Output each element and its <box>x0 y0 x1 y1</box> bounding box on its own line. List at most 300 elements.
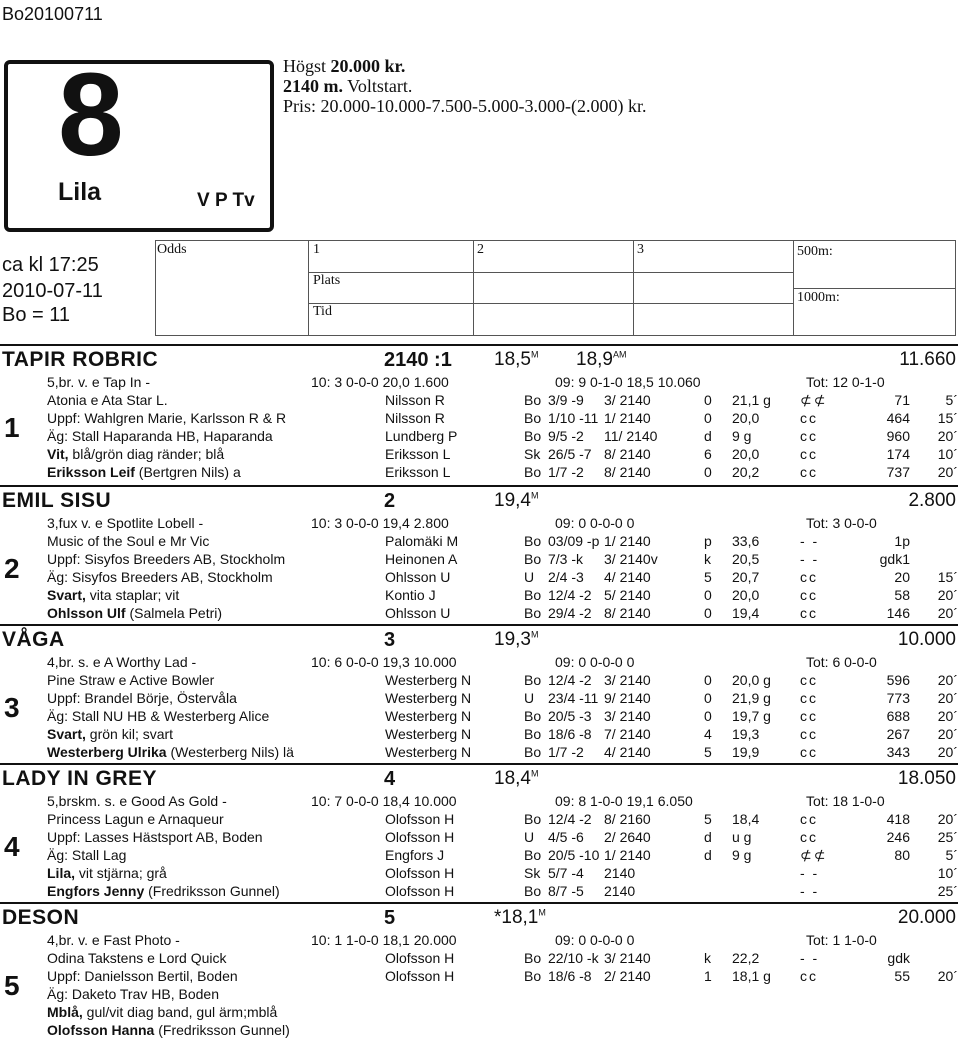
stats-cell: 10: 3 0-0-0 20,0 1.600 <box>311 374 449 390</box>
info-line <box>47 672 214 688</box>
start-odds: 146 <box>886 605 910 621</box>
start-prize: 20´ <box>937 587 958 603</box>
start-note: 0 <box>704 392 712 408</box>
horse-row <box>0 672 960 690</box>
info-line <box>47 446 224 462</box>
page-id: Bo20100711 <box>2 4 103 24</box>
start-shoes: - - <box>800 883 820 899</box>
start-track: 5 <box>384 907 396 929</box>
info-text: blå/grön diag ränder; blå <box>68 446 225 462</box>
record-1-suffix: M <box>538 907 546 918</box>
record-1 <box>494 907 546 929</box>
stats-row <box>0 793 960 811</box>
start-prize: 25´ <box>937 883 958 899</box>
info-text: Princess Lagun e Arnaqueur <box>47 811 224 827</box>
info-line <box>47 726 173 742</box>
race-time: ca kl 17:25 <box>2 254 99 276</box>
start-shoes: cc <box>800 672 818 688</box>
start-driver: Westerberg N <box>385 726 472 742</box>
info-bold: Svart, <box>47 726 86 742</box>
start-place: 3/ 2140 <box>604 708 651 724</box>
info-line <box>47 533 209 549</box>
start-time: 19,3 <box>732 726 760 742</box>
start-shoes: cc <box>800 464 818 480</box>
start-driver: Nilsson R <box>385 410 445 426</box>
start-note: d <box>704 847 712 863</box>
info-line <box>47 605 222 621</box>
record-1-suffix: M <box>530 490 539 501</box>
start-shoes: - - <box>800 950 820 966</box>
start-place: 1/ 2140 <box>604 847 651 863</box>
horse-row <box>0 392 960 410</box>
start-odds: 688 <box>886 708 910 724</box>
record-1-value: 18,5 <box>494 349 531 370</box>
start-place: 2140 <box>604 883 636 899</box>
horse-row <box>0 811 960 829</box>
start-prize: 5´ <box>945 847 958 863</box>
info-text: Uppf: Lasses Hästsport AB, Boden <box>47 829 263 845</box>
start-date: 18/6 -8 <box>548 968 592 984</box>
info-line <box>47 811 224 827</box>
start-time: 21,1 g <box>732 392 771 408</box>
horse-number: 3 <box>4 692 20 723</box>
info-text: Music of the Soul e Mr Vic <box>47 533 210 549</box>
start-track: Bo <box>524 744 542 760</box>
info-line <box>47 690 237 706</box>
stats-cell: 4,br. v. e Fast Photo - <box>47 932 180 948</box>
start-date: 1/7 -2 <box>548 744 584 760</box>
start-time: 9 g <box>732 428 752 444</box>
record-1-value: *18,1 <box>494 907 539 928</box>
start-time: 33,6 <box>732 533 760 549</box>
horse-row <box>0 950 960 968</box>
start-date: 12/4 -2 <box>548 811 592 827</box>
start-prize: 20´ <box>937 744 958 760</box>
start-note: p <box>704 533 712 549</box>
horse-earnings: 11.660 <box>899 349 956 370</box>
start-prize: 10´ <box>937 865 958 881</box>
start-note: 0 <box>704 708 712 724</box>
start-place: 8/ 2140 <box>604 464 651 480</box>
start-prize: 25´ <box>937 829 958 845</box>
start-driver: Engfors J <box>385 847 445 863</box>
start-driver: Olofsson H <box>385 829 455 845</box>
start-shoes: cc <box>800 726 818 742</box>
start-prize: 20´ <box>937 968 958 984</box>
stats-row <box>0 654 960 672</box>
horse-name: TAPIR ROBRIC <box>2 348 159 371</box>
info-bold: Lila, <box>47 865 76 881</box>
start-driver: Kontio J <box>385 587 436 603</box>
stats-cell: 10: 1 1-0-0 18,1 20.000 <box>311 932 457 948</box>
start-track: Bo <box>524 551 542 567</box>
start-place: 9/ 2140 <box>604 690 651 706</box>
info-text: Äg: Stall Lag <box>47 847 127 863</box>
start-time: 18,1 g <box>732 968 771 984</box>
info-text: (Westerberg Nils) lä <box>166 744 294 760</box>
info-line <box>47 865 167 881</box>
start-shoes: ⊄⊄ <box>800 847 828 863</box>
start-odds: 174 <box>886 446 910 462</box>
stats-cell: 09: 0 0-0-0 0 <box>555 515 635 531</box>
start-driver: Nilsson R <box>385 392 445 408</box>
start-time: 19,9 <box>732 744 760 760</box>
race-date: 2010-07-11 <box>2 280 103 302</box>
start-date: 26/5 -7 <box>548 446 592 462</box>
start-track: Bo <box>524 392 542 408</box>
start-odds: 1p <box>894 533 910 549</box>
stats-cell: 5,brskm. s. e Good As Gold - <box>47 793 227 809</box>
record-1-value: 18,4 <box>494 768 531 789</box>
start-track: Bo <box>524 587 542 603</box>
horse-row <box>0 708 960 726</box>
start-track: Bo <box>524 883 542 899</box>
start-shoes: cc <box>800 968 818 984</box>
start-odds: 71 <box>894 392 910 408</box>
stats-cell: Tot: 1 1-0-0 <box>806 932 877 948</box>
start-note: 0 <box>704 690 712 706</box>
start-date: 1/7 -2 <box>548 464 584 480</box>
info-line <box>47 968 238 984</box>
record-1-suffix: M <box>530 629 539 640</box>
start-shoes: cc <box>800 446 818 462</box>
start-note: 0 <box>704 410 712 426</box>
horse-divider <box>0 902 958 904</box>
start-track: Bo <box>524 708 542 724</box>
info-text: gul/vit diag band, gul ärm;mblå <box>82 1004 278 1020</box>
start-track: Bo <box>524 605 542 621</box>
stats-cell: 09: 9 0-1-0 18,5 10.060 <box>555 374 701 390</box>
record-1 <box>494 768 538 790</box>
start-date: 8/7 -5 <box>548 883 584 899</box>
start-place: 2140 <box>604 865 636 881</box>
start-date: 20/5 -10 <box>548 847 600 863</box>
start-shoes: cc <box>800 605 818 621</box>
horse-divider <box>0 763 958 765</box>
start-prize: 10´ <box>937 446 958 462</box>
start-track: Bo <box>524 464 542 480</box>
start-shoes: cc <box>800 428 818 444</box>
info-line <box>47 569 273 585</box>
start-note: 5 <box>704 569 712 585</box>
race-start-type: Voltstart. <box>343 76 413 96</box>
start-place: 2/ 2140 <box>604 968 651 984</box>
start-track: 4 <box>384 768 396 790</box>
start-track: U <box>524 829 535 845</box>
start-odds: 773 <box>886 690 910 706</box>
start-note: k <box>704 551 711 567</box>
tid-label: Tid <box>313 304 332 319</box>
info-line <box>47 410 286 426</box>
stats-cell: 10: 3 0-0-0 19,4 2.800 <box>311 515 449 531</box>
info-bold: Ohlsson Ulf <box>47 605 126 621</box>
start-odds: 464 <box>886 410 910 426</box>
record-1 <box>494 490 538 512</box>
start-shoes: - - <box>800 533 820 549</box>
start-date: 5/7 -4 <box>548 865 584 881</box>
start-time: 20,5 <box>732 551 760 567</box>
race-number: 8 <box>58 49 124 181</box>
start-time: 18,4 <box>732 811 760 827</box>
start-track: Bo <box>524 410 542 426</box>
info-text: (Salmela Petri) <box>125 605 223 621</box>
stats-cell: Tot: 3 0-0-0 <box>806 515 877 531</box>
start-driver: Westerberg N <box>385 708 472 724</box>
place-1-label: 1 <box>313 242 320 257</box>
start-time: 20,0 g <box>732 672 771 688</box>
race-games: V P Tv <box>197 190 255 211</box>
start-date: 3/9 -9 <box>548 392 584 408</box>
race-prize-max: 20.000 kr. <box>330 56 406 76</box>
start-time: u g <box>732 829 752 845</box>
start-note: d <box>704 428 712 444</box>
start-prize: 20´ <box>937 811 958 827</box>
horse-row <box>0 744 960 762</box>
start-track: Bo <box>524 726 542 742</box>
info-text: Äg: Stall Haparanda HB, Haparanda <box>47 428 273 444</box>
stats-cell: 09: 8 1-0-0 19,1 6.050 <box>555 793 693 809</box>
start-place: 3/ 2140v <box>604 551 658 567</box>
horse-name: VÅGA <box>2 628 65 651</box>
info-line <box>47 1022 290 1038</box>
horse-number: 4 <box>4 831 20 862</box>
start-prize: 15´ <box>937 410 958 426</box>
info-line <box>47 464 241 480</box>
m1000-label: 1000m: <box>797 290 840 305</box>
start-odds: 20 <box>894 569 910 585</box>
horse-row <box>0 847 960 865</box>
horse-row <box>0 605 960 623</box>
info-line <box>47 428 273 444</box>
start-place: 8/ 2160 <box>604 811 651 827</box>
info-text: Uppf: Sisyfos Breeders AB, Stockholm <box>47 551 286 567</box>
record-1-suffix: M <box>530 768 539 779</box>
start-driver: Ohlsson U <box>385 569 451 585</box>
place-2-label: 2 <box>477 242 484 257</box>
info-bold: Westerberg Ulrika <box>47 744 167 760</box>
info-text: Uppf: Danielsson Bertil, Boden <box>47 968 238 984</box>
start-track: Sk <box>524 446 541 462</box>
horse-row <box>0 883 960 901</box>
start-odds: 418 <box>886 811 910 827</box>
start-odds: 55 <box>894 968 910 984</box>
start-date: 23/4 -11 <box>548 690 599 706</box>
start-note: 5 <box>704 811 712 827</box>
record-1-value: 19,3 <box>494 629 531 650</box>
info-line <box>47 950 227 966</box>
start-time: 20,0 <box>732 587 760 603</box>
start-time: 19,7 g <box>732 708 771 724</box>
start-date: 12/4 -2 <box>548 672 592 688</box>
info-text: (Fredriksson Gunnel) <box>144 883 280 899</box>
stats-cell: 4,br. s. e A Worthy Lad - <box>47 654 197 670</box>
start-driver: Palomäki M <box>385 533 459 549</box>
record-1 <box>494 349 538 371</box>
start-prize: 20´ <box>937 708 958 724</box>
stats-cell: Tot: 6 0-0-0 <box>806 654 877 670</box>
info-text: Uppf: Brandel Börje, Östervåla <box>47 690 237 706</box>
info-line <box>47 847 126 863</box>
start-track: Bo <box>524 428 542 444</box>
info-text: (Fredriksson Gunnel) <box>154 1022 290 1038</box>
horse-row <box>0 968 960 986</box>
start-shoes: cc <box>800 587 818 603</box>
info-line <box>47 744 294 760</box>
start-driver: Westerberg N <box>385 690 472 706</box>
race-info <box>283 56 646 116</box>
start-track: Sk <box>524 865 541 881</box>
start-prize: 5´ <box>945 392 958 408</box>
start-prize: 20´ <box>937 726 958 742</box>
start-date: 4/5 -6 <box>548 829 584 845</box>
start-odds: 737 <box>886 464 910 480</box>
race-prizes: Pris: 20.000-10.000-7.500-5.000-3.000-(2.000) kr. <box>283 96 647 116</box>
start-note: 5 <box>704 744 712 760</box>
start-place: 1/ 2140 <box>604 410 651 426</box>
horse-number: 5 <box>4 970 20 1001</box>
start-odds: 58 <box>894 587 910 603</box>
start-place: 3/ 2140 <box>604 672 651 688</box>
horse-row <box>0 829 960 847</box>
start-place: 4/ 2140 <box>604 744 651 760</box>
start-driver: Olofsson H <box>385 968 455 984</box>
horse-divider <box>0 624 958 626</box>
start-shoes: cc <box>800 569 818 585</box>
info-text: Odina Takstens e Lord Quick <box>47 950 227 966</box>
start-driver: Eriksson L <box>385 446 451 462</box>
horse-name: EMIL SISU <box>2 489 112 512</box>
start-prize: 20´ <box>937 464 958 480</box>
start-place: 4/ 2140 <box>604 569 651 585</box>
place-3-label: 3 <box>637 242 644 257</box>
start-prize: 20´ <box>937 690 958 706</box>
start-place: 8/ 2140 <box>604 605 651 621</box>
start-place: 11/ 2140 <box>604 428 658 444</box>
start-track: Bo <box>524 847 542 863</box>
start-time: 20,0 <box>732 446 760 462</box>
horse-earnings: 20.000 <box>897 907 956 928</box>
horse-row <box>0 464 960 482</box>
start-note: 0 <box>704 587 712 603</box>
info-text: Äg: Daketo Trav HB, Boden <box>47 986 219 1002</box>
info-text: vita staplar; vit <box>85 587 180 603</box>
start-note: 1 <box>704 968 712 984</box>
stats-row <box>0 932 960 950</box>
start-track: 2140 :1 <box>384 349 452 371</box>
stats-row <box>0 515 960 533</box>
race-track: Bo = 11 <box>2 304 71 326</box>
start-place: 8/ 2140 <box>604 446 651 462</box>
info-bold: Olofsson Hanna <box>47 1022 155 1038</box>
info-bold: Mblå, <box>47 1004 83 1020</box>
start-time: 21,9 g <box>732 690 771 706</box>
start-prize: 20´ <box>937 428 958 444</box>
start-date: 7/3 -k <box>548 551 584 567</box>
start-odds: 246 <box>886 829 910 845</box>
horse-row <box>0 587 960 605</box>
horse-number: 1 <box>4 412 20 443</box>
odds-label: Odds <box>157 242 187 257</box>
start-driver: Olofsson H <box>385 950 455 966</box>
horse-row <box>0 410 960 428</box>
horse-earnings: 18.050 <box>897 768 956 789</box>
start-place: 7/ 2140 <box>604 726 651 742</box>
start-odds: 267 <box>886 726 910 742</box>
horse-divider <box>0 485 958 487</box>
horse-row <box>0 428 960 446</box>
start-time: 19,4 <box>732 605 760 621</box>
start-prize: 20´ <box>937 672 958 688</box>
start-place: 1/ 2140 <box>604 533 651 549</box>
start-driver: Olofsson H <box>385 811 455 827</box>
horse-row <box>0 986 960 1004</box>
info-line <box>47 883 280 899</box>
start-shoes: - - <box>800 865 820 881</box>
start-note: 4 <box>704 726 712 742</box>
start-prize: 15´ <box>937 569 958 585</box>
info-text: grön kil; svart <box>85 726 174 742</box>
start-shoes: cc <box>800 744 818 760</box>
info-text: Äg: Sisyfos Breeders AB, Stockholm <box>47 569 273 585</box>
start-driver: Westerberg N <box>385 744 472 760</box>
horse-row <box>0 1022 960 1040</box>
horse-row <box>0 865 960 883</box>
start-shoes: cc <box>800 708 818 724</box>
start-note: 6 <box>704 446 712 462</box>
horse-row <box>0 569 960 587</box>
info-bold: Engfors Jenny <box>47 883 145 899</box>
plats-label: Plats <box>313 273 341 288</box>
horse-name: LADY IN GREY <box>2 767 157 790</box>
start-note: 0 <box>704 464 712 480</box>
start-track: U <box>524 690 535 706</box>
odds-grid <box>155 240 956 336</box>
horse-row <box>0 446 960 464</box>
start-place: 5/ 2140 <box>604 587 651 603</box>
start-track: 2 <box>384 490 396 512</box>
horse-row <box>0 726 960 744</box>
start-time: 22,2 <box>732 950 760 966</box>
start-track: Bo <box>524 533 542 549</box>
start-place: 3/ 2140 <box>604 392 651 408</box>
start-time: 20,2 <box>732 464 760 480</box>
horse-name: DESON <box>2 906 80 929</box>
start-date: 12/4 -2 <box>548 587 592 603</box>
start-driver: Heinonen A <box>385 551 458 567</box>
info-bold: Vit, <box>47 446 69 462</box>
stats-cell: 09: 0 0-0-0 0 <box>555 654 635 670</box>
horse-earnings: 2.800 <box>908 490 956 511</box>
info-text: vit stjärna; grå <box>75 865 167 881</box>
start-date: 29/4 -2 <box>548 605 592 621</box>
info-bold: Eriksson Leif <box>47 464 135 480</box>
start-shoes: cc <box>800 690 818 706</box>
info-bold: Svart, <box>47 587 86 603</box>
info-text: Atonia e Ata Star L. <box>47 392 168 408</box>
start-time: 20,0 <box>732 410 760 426</box>
info-text: Pine Straw e Active Bowler <box>47 672 215 688</box>
stats-row <box>0 374 960 392</box>
start-odds: gdk1 <box>879 551 910 567</box>
info-line <box>47 587 179 603</box>
start-date: 18/6 -8 <box>548 726 592 742</box>
start-driver: Lundberg P <box>385 428 458 444</box>
start-driver: Eriksson L <box>385 464 451 480</box>
horse-row <box>0 533 960 551</box>
info-text: Äg: Stall NU HB & Westerberg Alice <box>47 708 270 724</box>
info-line <box>47 1004 277 1020</box>
race-distance: 2140 m. <box>283 76 343 96</box>
